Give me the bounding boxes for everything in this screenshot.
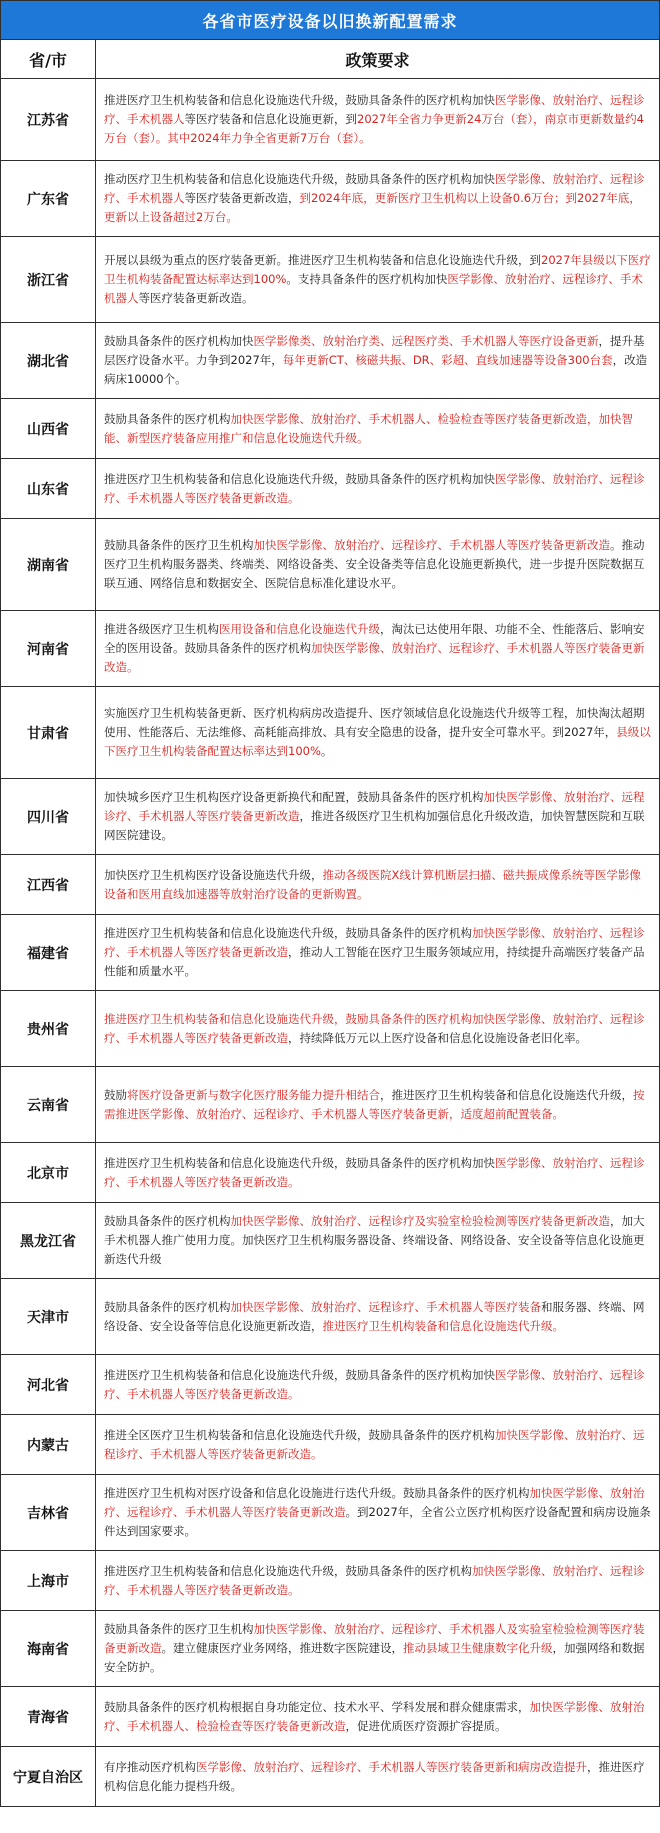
policy-text: ，推进各级医疗卫生机构加强信息化升级改造，加快智慧医院和互联网医院建设。 [104,809,645,842]
policy-text: ，推进医疗卫生机构装备和信息化设施迭代升级， [380,1087,633,1102]
policy-text: 推进各级医疗卫生机构 [104,622,219,636]
region-name: 宁夏自治区 [1,1747,96,1806]
policy-highlight: 加快医学影像、放射治疗、远程诊疗、手术机器人等医疗装备更新改造 [104,1486,645,1519]
table-row [1,1278,659,1354]
policy-highlight: 加快医学影像、放射治疗、远程诊疗、手术机器人等医疗装备更新改造 [104,1011,645,1045]
policy-highlight: 医学影像类、放射治疗类、远程医疗类、手术机器人等医疗设备更新 [253,334,599,348]
policy-text: 鼓励具备条件的医疗机构 [104,1214,231,1228]
policy-highlight: 县级以下医疗卫生机构装备配置达标率达到100% [104,725,651,758]
region-name: 河南省 [1,611,96,686]
region-name: 甘肃省 [1,687,96,778]
policy-cell [96,1687,659,1746]
policy-text: ，加大手术机器人推广使用力度。加快医疗卫生机构服务器设备、终端设备、网络设备、安全设备等信息化设施更新迭代升级 [104,1214,645,1266]
policy-highlight: 加快医学影像、放射治疗、远程诊疗、手术机器人等医疗装备更新改造 [104,790,645,823]
policy-cell [96,519,659,610]
policy-highlight: 推动各级医院X线计算机断层扫描、磁共振成像系统等医学影像设备和医用直线加速器等放射治疗设备的更新购置。 [104,867,641,901]
header-region: 省/市 [1,40,96,78]
policy-text: 推进医疗卫生机构装备和信息化设施迭代升级，鼓励具备条件的医疗机构加快 [104,93,495,107]
header-policy: 政策要求 [345,50,410,70]
table-body [1,78,659,1806]
region-name: 河北省 [1,1355,96,1414]
policy-cell [96,1551,659,1610]
table-row [1,518,659,610]
table-row [1,458,659,518]
policy-text: 鼓励具备条件的医疗卫生机构 [104,538,254,552]
policy-cell [96,1279,659,1354]
policy-highlight: 推动县域卫生健康数字化升级 [403,1641,553,1655]
policy-text: 和服务器、终端、网络设备、安全设备等信息化设施更新改造， [104,1299,645,1333]
policy-highlight: 加快医学影像、放射治疗、手术机器人、检验检查等医疗装备更新改造 [104,1699,645,1733]
table-row [1,160,659,236]
policy-cell [96,915,659,990]
region-name: 浙江省 [1,237,96,322]
policy-highlight: 医学影像、放射治疗、远程诊疗、手术机器人等医疗装备更新改造。 [104,1367,645,1401]
policy-highlight: 医学影像、放射治疗、远程诊疗、手术机器人等医疗装备更新改造。 [104,471,645,505]
policy-cell [96,779,659,854]
region-name: 云南省 [1,1067,96,1142]
policy-text: 推进医疗卫生机构装备和信息化设施迭代升级，鼓励具备条件的医疗机构 [104,926,472,940]
table-row [1,990,659,1066]
region-name: 广东省 [1,161,96,236]
policy-text: 。 [320,744,333,758]
policy-cell [96,855,659,914]
table-row [1,398,659,458]
policy-text: ，加强网络和数据安全防护。 [104,1641,645,1674]
policy-text: ，持续降低万元以上医疗设备和信息化设施设备老旧化率。 [288,1030,587,1045]
policy-text: ，提升基层医疗设备水平。力争到2027年， [104,334,645,367]
table-row [1,1474,659,1550]
policy-text: 推动医疗卫生机构装备和信息化设施迭代升级，鼓励具备条件的医疗机构加快 [104,172,495,186]
region-name: 贵州省 [1,991,96,1066]
policy-text: 推进医疗卫生机构对医疗设备和信息化设施进行迭代升级。鼓励具备条件的医疗机构 [104,1486,530,1500]
policy-highlight: 加快医学影像、放射治疗、远程诊疗、手术机器人等医疗装备 [230,1299,541,1314]
policy-text: 。建立健康医疗业务网络，推进数字医院建设， [161,1641,403,1655]
region-name: 内蒙古 [1,1415,96,1474]
policy-cell [96,161,659,236]
table-row [1,236,659,322]
policy-highlight: 加快医学影像、放射治疗、远程诊疗、手术机器人等医疗装备更新改造 [253,538,610,552]
policy-cell [96,1143,659,1202]
table-row [1,686,659,778]
policy-highlight: 每年更新CT、核磁共振、DR、彩超、直线加速器等设备300台套 [282,353,613,367]
region-name: 上海市 [1,1551,96,1610]
policy-highlight: 加快医学影像、放射治疗、远程诊疗、手术机器人等医疗装备更新改造 [104,926,645,959]
table-row [1,1202,659,1278]
table-title: 各省市医疗设备以旧换新配置需求 [1,1,659,39]
policy-highlight: 加快医学影像、放射治疗、手术机器人、检验检查等医疗装备更新改造，加快智能、新型医疗装备应用推广和信息化设施迭代升级。 [104,411,633,445]
region-name: 山西省 [1,399,96,458]
region-name: 天津市 [1,1279,96,1354]
policy-text: 实施医疗卫生机构装备更新、医疗机构病房改造提升、医疗领域信息化设施迭代升级等工程，加快淘汰超期使用、性能落后、无法维修、高耗能高排放、具有安全隐患的设备，提升安全可靠水平。到2027年， [104,706,645,739]
table-row [1,1686,659,1746]
region-name: 湖南省 [1,519,96,610]
table-row [1,854,659,914]
policy-cell [96,1611,659,1686]
policy-text: 推进医疗卫生机构装备和信息化设施迭代升级，鼓励具备条件的医疗机构加快 [104,1367,495,1382]
policy-cell [96,459,659,518]
policy-highlight: 医用设备和信息化设施迭代升级 [219,622,380,636]
region-name: 山东省 [1,459,96,518]
policy-text: ，促进优质医疗资源扩容提质。 [345,1718,507,1733]
policy-text: 鼓励具备条件的医疗机构根据自身功能定位、技术水平、学科发展和群众健康需求， [104,1699,530,1714]
policy-highlight: 推进医疗卫生机构装备和信息化设施迭代升级，鼓励具备条件的医疗机构 [104,1011,472,1026]
policy-highlight: 将医疗设备更新与数字化医疗服务能力提升相结合 [127,1087,380,1102]
policy-highlight: 加快医学影像、放射治疗、远程诊疗、手术机器人等医疗装备更新改造。 [104,1563,645,1597]
policy-text: 加快城乡医疗卫生机构医疗设备更新换代和配置，鼓励具备条件的医疗机构 [104,790,484,804]
policy-cell [96,991,659,1066]
table-row [1,1550,659,1610]
policy-text: 开展以县级为重点的医疗装备更新。推进医疗卫生机构装备和信息化设施迭代升级，到 [104,253,541,267]
policy-cell [96,1067,659,1142]
table-row [1,78,659,160]
policy-text: 等医疗装备和信息化设施更新，到 [184,112,357,126]
table-row [1,1746,659,1806]
region-name: 江西省 [1,855,96,914]
policy-text: ，改造病床10000个。 [104,353,648,386]
policy-highlight: 2027年县级以下医疗卫生机构装备配置达标率达到100% [104,253,651,286]
policy-cell [96,323,659,398]
policy-text: 等医疗装备更新改造， [184,191,300,205]
table-row [1,322,659,398]
policy-highlight: 加快医学影像、放射治疗、远程诊疗、手术机器人及实验室检验检测等医疗装备更新改造 [104,1622,645,1655]
policy-text: 推进医疗卫生机构装备和信息化设施迭代升级，鼓励具备条件的医疗机构加快 [104,471,495,486]
policy-text: 推进全区医疗卫生机构装备和信息化设施迭代升级，鼓励具备条件的医疗机构 [104,1427,495,1442]
policy-text: 有序推动医疗机构 [104,1759,196,1774]
policy-highlight: 按需推进医学影像、放射治疗、远程诊疗、手术机器人等医疗装备更新，适度超前配置装备。 [104,1087,645,1121]
policy-cell [96,237,659,322]
region-name: 江苏省 [1,79,96,160]
policy-cell [96,1475,659,1550]
policy-text: 。支持具备条件的医疗机构加快 [286,272,448,286]
policy-highlight: 到2024年底，更新医疗卫生机构以上设备0.6万台；到2027年底，更新以上设备超过2万台。 [104,191,641,224]
policy-text: ，淘汰已达使用年限、功能不全、性能落后、影响安全的医用设备。鼓励具备条件的医疗机构 [104,622,645,655]
policy-text: 鼓励具备条件的医疗机构加快 [104,334,254,348]
policy-text: 推进医疗卫生机构装备和信息化设施迭代升级，鼓励具备条件的医疗机构 [104,1563,472,1578]
region-name: 四川省 [1,779,96,854]
policy-text: 等医疗装备更新改造。 [138,291,254,305]
policy-cell [96,611,659,686]
region-name: 吉林省 [1,1475,96,1550]
policy-highlight: 加快医学影像、放射治疗、远程诊疗及实验室检验检测等医疗装备更新改造 [230,1214,610,1228]
table-row [1,610,659,686]
policy-cell [96,1747,659,1806]
table-row [1,1414,659,1474]
policy-cell [96,687,659,778]
table-row [1,1610,659,1686]
policy-cell [96,1203,659,1278]
policy-cell [96,1355,659,1414]
policy-text: 推进医疗卫生机构装备和信息化设施迭代升级，鼓励具备条件的医疗机构加快 [104,1155,495,1170]
policy-highlight: 医学影像、放射治疗、远程诊疗、手术机器人 [104,172,645,205]
policy-text: 。到2027年，全省公立医疗机构医疗设备配置和病房设施条件达到国家要求。 [104,1505,651,1538]
policy-cell [96,79,659,160]
policy-highlight: 医学影像、放射治疗、远程诊疗、手术机器人等医疗装备更新改造。 [104,1155,645,1189]
policy-highlight: 医学影像、放射治疗、远程诊疗、手术机器人等医疗装备更新和病房改造提升 [196,1759,587,1774]
table-row [1,1142,659,1202]
policy-text: 鼓励具备条件的医疗卫生机构 [104,1622,254,1636]
policy-highlight: 2027年全省力争更新24万台（套），南京市更新数量约4万台（套）。其中2024年力争全省更新7万台（套）。 [104,112,644,145]
policy-highlight: 加快医学影像、放射治疗、远程诊疗、手术机器人等医疗装备更新改造。 [104,1427,645,1461]
policy-text: 。推动医疗卫生机构服务器类、终端类、网络设备类、安全设备类等信息化设施更新换代，进一步提升医院数据互联互通、网络信息和数据安全、医院信息标准化建设水平。 [104,538,645,590]
policy-text: 鼓励 [104,1087,127,1102]
region-name: 黑龙江省 [1,1203,96,1278]
policy-highlight: 推进医疗卫生机构装备和信息化设施迭代升级。 [322,1318,564,1333]
policy-highlight: 医学影像、放射治疗、远程诊疗、手术机器人 [104,272,643,305]
policy-cell [96,1415,659,1474]
region-name: 福建省 [1,915,96,990]
region-name: 青海省 [1,1687,96,1746]
policy-text: 加快医疗卫生机构医疗设备设施迭代升级， [104,867,323,882]
policy-text: ，推动人工智能在医疗卫生服务领域应用，持续提升高端医疗装备产品性能和质量水平。 [104,945,645,978]
table-row [1,778,659,854]
table-row [1,914,659,990]
region-name: 海南省 [1,1611,96,1686]
policy-text: ，推进医疗机构信息化能力提档升级。 [104,1759,645,1793]
region-name: 湖北省 [1,323,96,398]
policy-highlight: 加快医学影像、放射治疗、远程诊疗、手术机器人等医疗装备更新改造。 [104,641,645,674]
table-header-row [1,39,659,78]
table-row [1,1066,659,1142]
policy-cell [96,399,659,458]
table-row [1,1354,659,1414]
policy-text: 鼓励具备条件的医疗机构 [104,411,231,426]
region-name: 北京市 [1,1143,96,1202]
policy-text: 鼓励具备条件的医疗机构 [104,1299,231,1314]
policy-highlight: 医学影像、放射治疗、远程诊疗、手术机器人 [104,93,645,126]
